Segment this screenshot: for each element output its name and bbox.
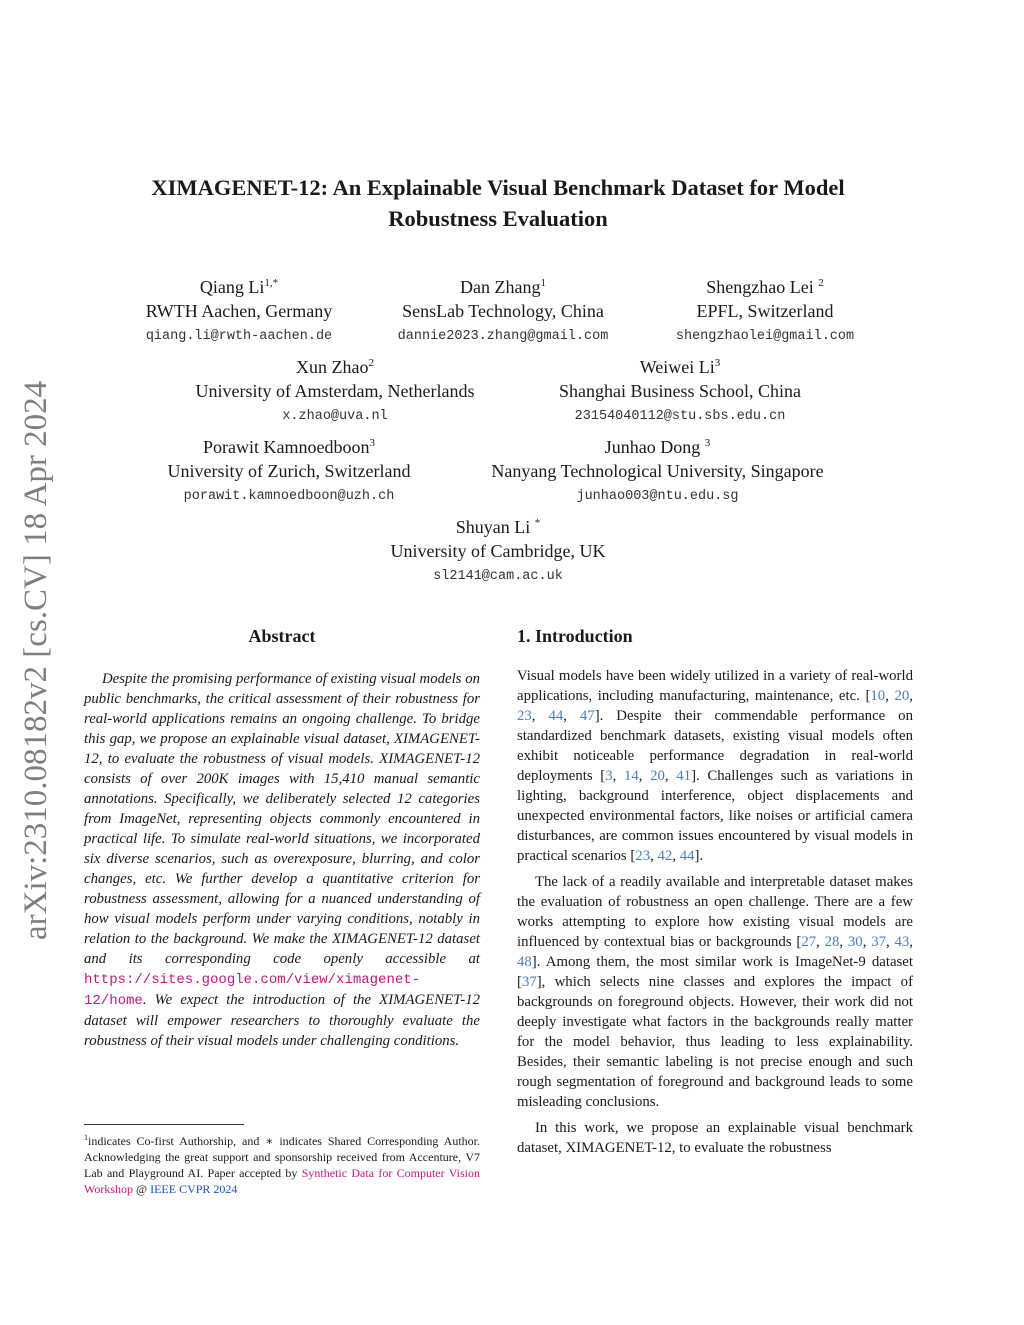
citation-ref[interactable]: 44 xyxy=(679,848,695,864)
intro-text: Visual models have been widely utilized in a variety of real-world applications, including manufacturing, maintenance, etc. [ xyxy=(517,668,913,704)
citation-ref[interactable]: 23 xyxy=(635,848,651,864)
author-sup: 1,* xyxy=(264,277,279,289)
author-sup: 3 xyxy=(369,437,375,449)
citation-list xyxy=(522,974,537,990)
footnote-at: @ xyxy=(133,1182,151,1196)
citation-ref[interactable]: 43 xyxy=(894,934,910,950)
footnote-rule xyxy=(84,1124,244,1125)
workshop-link[interactable]: Synthetic Data for Computer Vision Workshop xyxy=(84,1166,480,1196)
author-name: Porawit Kamnoedboon xyxy=(203,437,370,457)
arxiv-stamp: arXiv:2310.08182v2 [cs.CV] 18 Apr 2024 xyxy=(18,380,54,940)
citation-ref[interactable]: 47 xyxy=(579,708,595,724)
author-block xyxy=(535,351,825,427)
author-affiliation: EPFL, Switzerland xyxy=(696,301,834,321)
author-name: Junhao Dong xyxy=(604,437,705,457)
author-name: Xun Zhao xyxy=(296,357,369,377)
author-email[interactable]: sl2141@cam.ac.uk xyxy=(433,569,563,584)
author-name: Weiwei Li xyxy=(639,357,715,377)
author-email[interactable]: porawit.kamnoedboon@uzh.ch xyxy=(183,489,395,504)
author-email[interactable]: dannie2023.zhang@gmail.com xyxy=(397,329,609,344)
author-email[interactable]: qiang.li@rwth-aachen.de xyxy=(145,329,333,344)
citation-ref[interactable]: 48 xyxy=(517,954,532,970)
citation-ref[interactable]: 10 xyxy=(870,688,886,704)
introduction-section xyxy=(517,626,913,1164)
citation-ref[interactable]: 41 xyxy=(676,768,692,784)
author-block xyxy=(144,431,434,507)
intro-paragraph xyxy=(517,666,913,866)
author-sup: 2 xyxy=(818,277,824,289)
author-email[interactable]: shengzhaolei@gmail.com xyxy=(675,329,855,344)
footnote xyxy=(84,1130,480,1197)
citation-ref[interactable]: 30 xyxy=(847,934,863,950)
intro-paragraph: In this work, we propose an explainable visual benchmark dataset, XIMAGENET-12, to evaluate the robustness xyxy=(517,1120,913,1156)
citation-list: 3, 14, 20, 41 xyxy=(605,768,692,784)
dataset-link[interactable]: https://sites.google.com/view/ximagenet-12/home xyxy=(84,972,421,1009)
author-affiliation: RWTH Aachen, Germany xyxy=(145,301,333,321)
author-affiliation: Nanyang Technological University, Singapore xyxy=(491,461,824,481)
citation-ref[interactable]: 20 xyxy=(894,688,910,704)
author-email[interactable]: junhao003@ntu.edu.sg xyxy=(576,489,739,504)
author-block xyxy=(465,431,850,507)
author-name: Shengzhao Lei xyxy=(706,277,819,297)
citation-ref[interactable]: 44 xyxy=(548,708,564,724)
author-block xyxy=(383,271,623,347)
author-affiliation: University of Zurich, Switzerland xyxy=(167,461,411,481)
author-block xyxy=(358,511,638,587)
abstract-section xyxy=(84,626,480,1051)
citation-ref[interactable]: 42 xyxy=(657,848,673,864)
citation-list: 23, 42, 44 xyxy=(635,848,695,864)
author-sup: 1 xyxy=(540,277,546,289)
author-sup: 3 xyxy=(704,437,711,449)
abstract-text xyxy=(84,669,480,1051)
author-block xyxy=(124,271,354,347)
intro-text: ]. xyxy=(694,848,704,864)
footnote-marker: 1 xyxy=(84,1133,88,1142)
intro-text: ]. Among them, the most similar work is ImageNet-9 dataset [ xyxy=(517,954,913,990)
author-sup: 3 xyxy=(714,357,721,369)
author-affiliation: SensLab Technology, China xyxy=(402,301,604,321)
author-name: Qiang Li xyxy=(199,277,265,297)
citation-ref[interactable]: 23 xyxy=(517,708,532,724)
author-affiliation: University of Amsterdam, Netherlands xyxy=(195,381,475,401)
intro-paragraph xyxy=(517,872,913,1112)
citation-ref[interactable]: 27 xyxy=(801,934,817,950)
citation-ref[interactable]: 14 xyxy=(623,768,639,784)
author-block xyxy=(170,351,500,427)
author-name: Dan Zhang xyxy=(460,277,541,297)
intro-text: ]. Despite their commendable performance on standardized benchmark datasets, existing visual models often exhibit noticeable performance degradation in real-world deployments [ xyxy=(517,708,913,784)
author-name: Shuyan Li xyxy=(455,517,535,537)
citation-ref[interactable]: 20 xyxy=(650,768,665,784)
author-email[interactable]: x.zhao@uva.nl xyxy=(282,409,388,424)
author-affiliation: University of Cambridge, UK xyxy=(390,541,606,561)
abstract-heading: Abstract xyxy=(248,626,316,646)
citation-ref[interactable]: 28 xyxy=(824,934,840,950)
author-sup: 2 xyxy=(368,357,374,369)
citation-ref[interactable]: 3 xyxy=(605,768,613,784)
intro-text: The lack of a readily available and interpretable dataset makes the evaluation of robustness an open challenge. There are a few works attempting to explore how existing visual models are influenced by contextual bias or backgrounds [ xyxy=(517,874,913,950)
abstract-text-before: Despite the promising performance of existing visual models on public benchmarks, the critical assessment of their robustness for real-world applications remains an ongoing challenge. To bridge this gap, we propose an explainable visual dataset, XIMAGENET-12, to evaluate the robustness of visual models. XIMAGENET-12 consists of over 200K images with 15,410 manual semantic annotations. Specifically, we deliberately selected 12 categories from ImageNet, representing objects commonly encountered in practical life. To simulate real-world situations, we incorporated six diverse scenarios, such as overexposure, blurring, and color changes, etc. We further develop a quantitative criterion for robustness assessment, allowing for a nuanced understanding of how visual models perform under varying conditions, notably in relation to the background. We make the XIMAGENET-12 dataset and its corresponding code openly accessible at xyxy=(84,671,480,967)
abstract-text-after: . We expect the introduction of the XIMAGENET-12 dataset will empower researchers to thoroughly evaluate the robustness of their visual models under challenging conditions. xyxy=(84,992,480,1049)
author-block xyxy=(655,271,875,347)
footnote-text: indicates Co-first Authorship, and ∗ indicates Shared Corresponding Author. Acknowledging the great support and sponsorship received from Accenture, V7 Lab and Playground AI. Paper accepted by xyxy=(84,1134,480,1180)
introduction-heading: 1. Introduction xyxy=(517,626,633,646)
paper-title: XIMAGENET-12: An Explainable Visual Benchmark Dataset for Model Robustness Evaluation xyxy=(151,175,845,231)
author-affiliation: Shanghai Business School, China xyxy=(559,381,801,401)
citation-ref[interactable]: 37 xyxy=(871,934,886,950)
author-email[interactable]: 23154040112@stu.sbs.edu.cn xyxy=(574,409,786,424)
intro-text: ], which selects nine classes and explores the impact of backgrounds on foreground objects. However, their work did not deeply investigate what factors in the backgrounds really matter for the model behavior, thus leading to less explainability. Besides, their semantic labeling is not precise enough and such rough segmentation of foreground and background leads to some misleading conclusions. xyxy=(517,974,913,1110)
citation-ref[interactable]: 37 xyxy=(521,974,537,990)
venue-link[interactable]: IEEE CVPR 2024 xyxy=(150,1182,238,1196)
intro-text: ]. Challenges such as variations in lighting, background interference, object displacements and unexpected environmental factors, like noises or artificial camera disturbances, are common issues encountered by visual models in practical scenarios [ xyxy=(517,768,914,864)
citation-list: 10, 20, 23, 44, 47 xyxy=(517,688,913,724)
author-sup: * xyxy=(534,517,541,529)
citation-list: 27, 28, 30, 37, 43, 48 xyxy=(517,934,913,970)
